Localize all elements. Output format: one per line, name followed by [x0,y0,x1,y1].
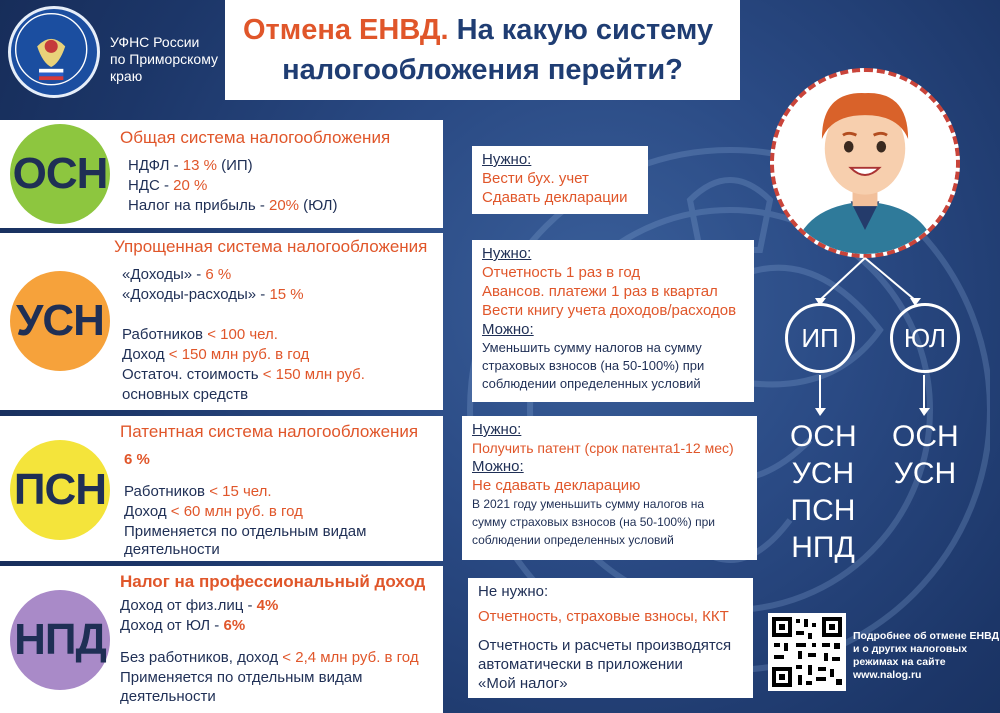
psn-panel [0,416,443,561]
osn-need-label: Нужно: [482,151,532,168]
footer-line-2: и о других налоговых [853,643,968,655]
osn-title: Общая система налогообложения [120,128,391,147]
npd-noneed-label: Не нужно: [478,583,549,600]
usn-title: Упрощенная система налогообложения [114,237,428,256]
qr-code[interactable] [768,613,846,691]
title-box [225,0,740,100]
psn-employees: Работников < 15 чел. [124,483,272,500]
usn-can-label: Можно: [482,321,534,338]
osn-need-1: Вести бух. учет [482,170,589,187]
ul-regimes-list [892,418,958,492]
ul-label: ЮЛ [903,322,947,353]
org-line-3: краю [110,68,143,84]
psn-badge [10,440,110,540]
usn-can-1: Уменьшить сумму налогов на сумму [482,340,702,355]
osn-ndfl: НДФЛ - 13 % (ИП) [128,157,253,174]
npd-income-individuals: Доход от физ.лиц - 4% [120,597,279,614]
ip-role-circle [785,303,855,373]
usn-need-1: Отчетность 1 раз в год [482,264,641,281]
psn-need-1: Получить патент (срок патента1-12 мес) [472,440,734,456]
osn-profit-tax: Налог на прибыль - 20% (ЮЛ) [128,197,338,214]
usn-requirements-box [472,240,754,402]
ip-regime-usn: УСН [791,457,855,490]
ul-regime-osn: ОСН [892,420,959,453]
person-avatar [770,68,960,258]
osn-requirements-box [472,146,648,214]
npd-applies-line-2: деятельности [120,688,216,705]
page-title-line-1 [243,10,722,50]
npd-requirements-box [468,578,753,698]
fns-logo [8,6,100,98]
footer-info [853,630,999,682]
ip-regime-npd: НПД [791,531,855,564]
osn-panel [0,120,443,228]
npd-noneed-1: Отчетность, страховые взносы, ККТ [478,608,729,625]
footer-website-link[interactable]: www.nalog.ru [853,669,922,681]
psn-income-limit: Доход < 60 млн руб. в год [124,503,303,520]
npd-income-legal: Доход от ЮЛ - 6% [120,617,246,634]
psn-can-1: Не сдавать декларацию [472,477,641,494]
psn-title: Патентная система налогообложения [120,422,419,441]
footer-line-3: режимах на сайте [853,656,946,668]
osn-badge [10,124,110,224]
usn-badge-label: УСН [16,296,104,345]
npd-applies-line-1: Применяется по отдельным видам [120,669,363,686]
usn-need-3: Вести книгу учета доходов/расходов [482,302,737,319]
title-rest: На какую систему [448,14,714,46]
npd-auto-1: Отчетность и расчеты производятся [478,637,732,654]
psn-rate: 6 % [124,451,150,468]
footer-line-1: Подробнее об отмене ЕНВД [853,630,1000,642]
npd-badge-label: НПД [14,615,106,664]
npd-title: Налог на профессиональный доход [120,572,426,591]
org-line-1: УФНС России [110,34,200,50]
osn-nds: НДС - 20 % [128,177,208,194]
osn-badge-label: ОСН [12,149,108,198]
logo-block [8,6,218,106]
npd-badge [10,590,110,690]
usn-need-2: Авансов. платежи 1 раз в квартал [482,283,718,300]
usn-fixed-assets: основных средств [122,386,249,403]
ip-regime-osn: ОСН [790,420,857,453]
ul-regime-usn: УСН [893,457,957,490]
org-line-2: по Приморскому [110,51,218,67]
psn-can-4: соблюдении определенных условий [472,533,674,547]
usn-can-2: страховых взносов (на 50-100%) при [482,358,705,373]
psn-applies-line-1: Применяется по отдельным видам [124,523,367,540]
psn-can-label: Можно: [472,458,524,475]
osn-need-2: Сдавать декларации [482,189,628,206]
npd-auto-3: «Мой налог» [478,675,568,692]
psn-need-label: Нужно: [472,421,522,438]
org-name [110,34,218,85]
usn-panel [0,233,443,410]
title-highlight: Отмена ЕНВД. [243,14,449,46]
usn-employees: Работников < 100 чел. [122,326,278,343]
usn-badge [10,271,110,371]
psn-requirements-box [462,416,757,560]
psn-applies-line-2: деятельности [124,541,220,558]
ip-regime-psn: ПСН [790,494,856,527]
npd-panel [0,566,443,713]
npd-limit: Без работников, доход < 2,4 млн руб. в год [120,649,419,666]
person-illustration [774,72,956,254]
usn-can-3: соблюдении определенных условий [482,376,701,391]
ul-role-circle [890,303,960,373]
page-title-line-2: налогообложения перейти? [282,54,683,86]
usn-need-label: Нужно: [482,245,532,262]
psn-can-2: В 2021 году уменьшить сумму налогов на [472,497,705,511]
usn-income-expenses: «Доходы-расходы» - 15 % [122,286,304,303]
usn-income-limit: Доход < 150 млн руб. в год [122,346,310,363]
usn-income: «Доходы» - 6 % [122,266,232,283]
ip-label: ИП [801,322,839,353]
usn-residual-value: Остаточ. стоимость < 150 млн руб. [122,366,365,383]
psn-can-3: сумму страховых взносов (на 50-100%) при [472,515,715,529]
psn-badge-label: ПСН [13,465,107,514]
ip-regimes-list [790,418,856,566]
npd-auto-2: автоматически в приложении [478,656,683,673]
